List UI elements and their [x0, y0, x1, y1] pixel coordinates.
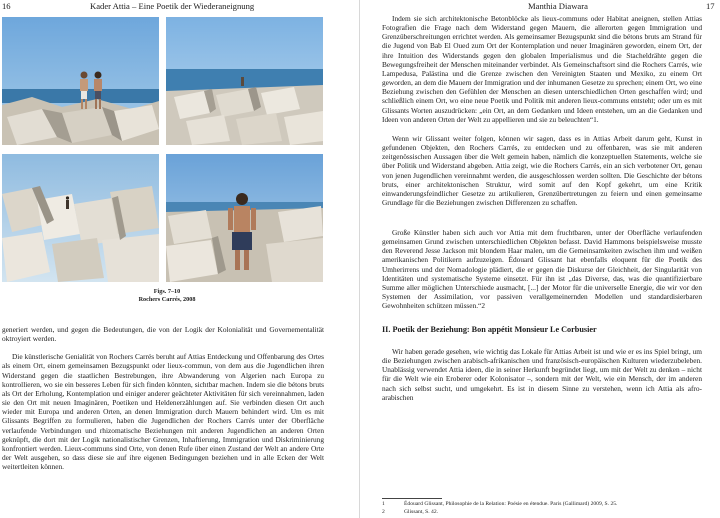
footnote-1-text: Édouard Glissant, Philosophie de la Relation: Poésie en étendue. Paris (Gallimard) 2009, S. 25.: [404, 501, 618, 507]
running-title-right: Manthia Diawara: [528, 1, 588, 11]
figure-caption: [14, 288, 320, 303]
page-number-left: 16: [2, 1, 11, 11]
photo-blocks-distant-figure: [2, 154, 159, 282]
footnote-2-text: Glissant, S. 42.: [404, 509, 439, 515]
paragraph-grosse-kuenstler: Große Künstler haben sich auch vor Attia mit dem fruchtbaren, unter der Oberfläche verlaufenden gemeinsamen Grund zwischen unterschiedlichen Objekten befasst. David Hammons beispielsweise musste den Reverend Jesse Jackson mit blondem Haar malen, um die Gemeinsamkeiten zwischen ihm und weißen amerikanischen Politikern aufzuzeigen. Édouard Glissant hat ebenfalls eloquent für die Poetik des Umherirrens und der Nomadologie plädiert, die er gegen die Diskurse der Gleichheit, der Singularität von Identitäten und systematische Systeme einsetzt. Für ihn ist „das Diverse, das, was die quantifizierbare Summe aller möglichen Unterschiede ausmacht, [...] der Motor für die universelle Energie, die wir vor den Systemen der Assimilation, vor passiven verallgemeinernden Modellen und standardisierbaren Gewohnheiten schützen müssen.“2: [382, 228, 702, 311]
right-body-text-top: [382, 14, 702, 207]
section-heading: II. Poetik der Beziehung: Bon appétit Monsieur Le Corbusier: [382, 325, 597, 334]
footnote-2-number: 2: [382, 509, 385, 515]
right-body-text-bottom: [382, 347, 702, 402]
paragraph-architektonische-betonbloecke: Indem sie sich architektonische Betonblöcke als lieux-communs oder Habitat aneignen, stellen Attias Fotografien die Frage nach dem Widerstand gegen Mauern, die allerorten gegen Immigration und Grenzüberschreitungen errichtet werden. Als gemeinsamer Bezugspunkt sind die bétons bruts am Strand für die Jugend von Bab El Oued zum Ort der Kontemplation und neuer Imaginären geworden, einem Ort, der ihre Intuition des Widerstands gegen den globalen Imperialismus und die Stacheldrähte gegen die Bewegungsfreiheit der Menschen miteinander verbindet. Als Gemeinschaftsort sind die Rochers Carrés, wie Lampedusa, Palästina und die Grenze zwischen den Vereinigten Staaten und Mexiko, zu einem Ort geworden, an dem die Mauern der Immigration und der inhumanen Gesetze zu sprechen; einem Ort, wo eine Beziehung zwischen den Gefühlen der Menschen an diesen unterschiedlichen Orten geschaffen wird; und schließlich einem Ort, wo eine neue Poetik und Politik mit anderen lieux-communs entsteht; oder um es mit Glissants Worten auszudrücken: „ein Ort, an dem Gedanken und Ideen entstehen, um an die Gedanken und Ideen von anderen Orten der Welt zu appellieren und sie zu beleuchten“1.: [382, 14, 702, 124]
paragraph-rochers-carres: Die künstlerische Genialität von Rochers Carrés beruht auf Attias Entdeckung und Offenbarung des Ortes als einem Ort, einem gemeinsamen Bezugspunkt oder lieux-commun, von dem aus die Jugendlichen ihren Widerstand gegen die staatlichen Bestrebungen, ihre Abwanderung von Algerien nach Europa zu kontrollieren, wo sie ein besseres Leben für sich finden könnten, sichtbar machen. Indem sie die bétons bruts als Ort der Erholung, Kontemplation und einiger anderer geächteter Aktivitäten für sich vereinnahmen, laden sie den Ort mit neuen Imaginären, Poetiken und Heldenerzählungen auf. Sie verbinden diesen Ort auch wieder mit Europa und anderen Orten, an denen Immigration durch Mauern behindert wird. Um es mit Glissants Begriffen zu formulieren, haben die Jugendlichen der Rochers Carrés unter der Oberfläche verlaufende Verbindungen und rhizomatische Beziehungen mit anderen Jugendlichen an anderen Orten geknüpft, die dort mit der Logik nationalistischer Grenzen, Inhaftierung, Immigration und Diskriminierung konfrontiert werden. Lieux-communs sind Orte, von denen Rufe über einen Zustand der Welt an andere Orte der Welt ausgehen, so dass diese sie auf ihre eigenen Bedingungen beziehen und in alle Ecken der Welt weitertleiten können.: [2, 352, 324, 472]
photo-young-man-standing: [166, 154, 323, 282]
paragraph-glissant-folgen: Wenn wir Glissant weiter folgen, können wir sagen, dass es in Attias Arbeit darum geht, Kunst in gefundenen Objekten, den Rochers Carrés, zu entdecken und zu offenbaren, was sie mit anderen zeitgenössischen Aussagen über die Welt gemein haben, nämlich die konzeptuellen Statements, welche sie über Politik und Widerstand abgeben. Attia zeigt, wie die Rochers Carrés, ein an sich verbotener Ort, genau von jenen Jugendlichen vereinnahmt werden, die ausgeschlossen werden sollten. Die Geschichte der bétons bruts, einer architektonischen Struktur, wird somit auf den Kopf gekehrt, um eine Kritik einwanderungsfeindlicher Gesetze zu artikulieren, Grenzübertretungen zu feiern und einen gemeinsame Grundlage für die Beziehungen zwischen Differenzen zu schaffen.: [382, 133, 702, 207]
footnote-1: [382, 501, 617, 508]
right-page: [360, 0, 720, 518]
page-number-right: 17: [706, 1, 715, 11]
footnote-2: [382, 509, 438, 516]
footnote-rule: [382, 498, 442, 499]
figure-caption-title: Rochers Carrés, 2008: [138, 295, 196, 303]
paragraph-lokale: Wir haben gerade gesehen, wie wichtig das Lokale für Attias Arbeit ist und wie er es ins Spiel bringt, um die Beziehungen zwischen arabisch-afrikanischen und französisch-europäischen Kulturen wiederzubeleben. Unablässig verwendet Attia ideen, die in seiner Herkunft begründet liegt, um mit der Welt zu denken – nicht für die Welt wie ein Eroberer oder Kolonisator –, sondern mit der Welt, wie ein Mensch, der im anderen nach sich selbst sucht, und umgekehrt. Es ist in diesem Sinne zu verstehen, wenn ich Attia als afro-arabischen: [382, 347, 702, 402]
figure-caption-label: Figs. 7–10: [153, 288, 181, 295]
right-body-text-mid: [382, 228, 702, 310]
running-title-left: Kader Attia – Eine Poetik der Wiederaneignung: [90, 1, 255, 11]
photo-two-men-on-blocks: [2, 17, 159, 145]
photo-breakwater-blocks: [166, 17, 323, 145]
footnote-1-number: 1: [382, 501, 385, 507]
paragraph-continuation: generiert werden, und gegen die Bedeutungen, die von der Logik der Kolonialität und Governementalität oktroyiert werden.: [2, 325, 324, 344]
left-body-text: [2, 325, 324, 471]
